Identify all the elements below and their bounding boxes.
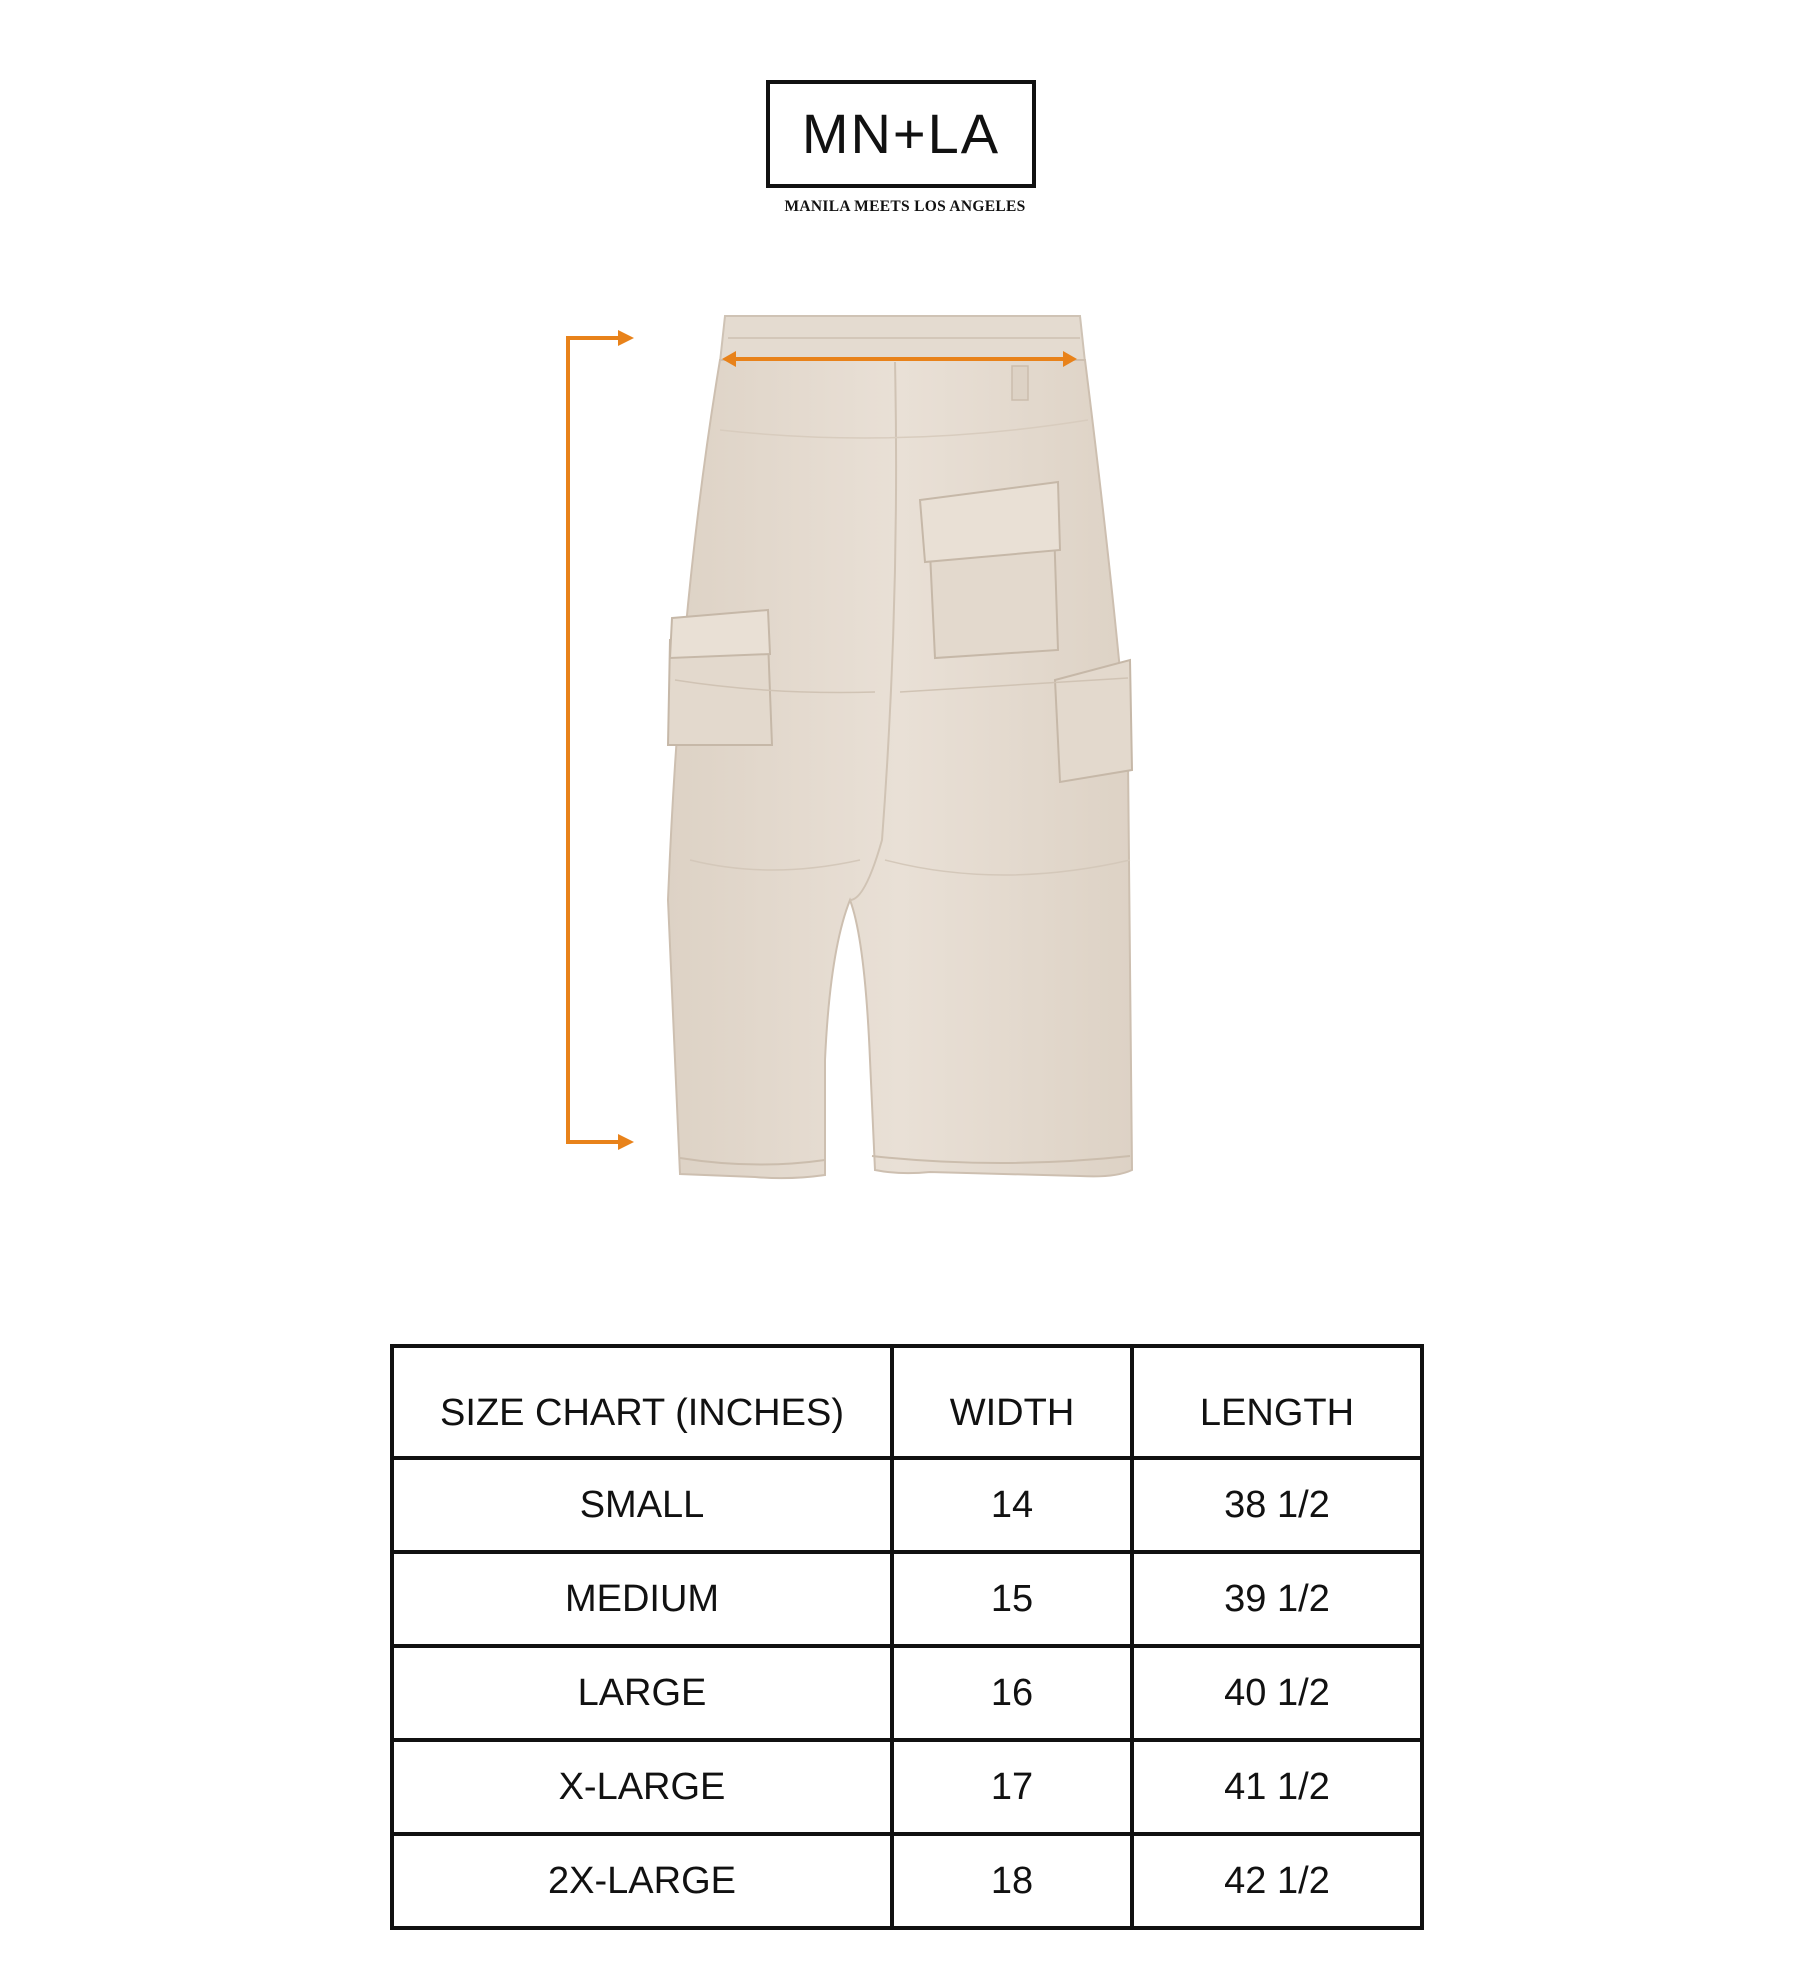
length-cell: 40 1/2 bbox=[1132, 1646, 1422, 1740]
size-cell: SMALL bbox=[392, 1458, 892, 1552]
length-cell: 42 1/2 bbox=[1132, 1834, 1422, 1928]
length-measure-line bbox=[568, 338, 620, 1142]
table-row bbox=[392, 1458, 1422, 1552]
brand-logo-text: MN+LA bbox=[801, 102, 1001, 165]
length-cell: 38 1/2 bbox=[1132, 1458, 1422, 1552]
brand-tagline: MANILA MEETS LOS ANGELES bbox=[784, 198, 1026, 215]
table-header-row bbox=[392, 1346, 1422, 1458]
header-size: SIZE CHART (INCHES) bbox=[392, 1346, 892, 1458]
width-cell: 18 bbox=[892, 1834, 1132, 1928]
width-cell: 17 bbox=[892, 1740, 1132, 1834]
table-row bbox=[392, 1834, 1422, 1928]
length-cell: 39 1/2 bbox=[1132, 1552, 1422, 1646]
length-arrowhead-bottom bbox=[618, 1134, 634, 1150]
size-cell: MEDIUM bbox=[392, 1552, 892, 1646]
header-width: WIDTH bbox=[892, 1346, 1132, 1458]
cargo-pants-illustration bbox=[540, 300, 1160, 1200]
width-cell: 16 bbox=[892, 1646, 1132, 1740]
table-row bbox=[392, 1552, 1422, 1646]
left-cargo-flap bbox=[670, 610, 770, 658]
length-cell: 41 1/2 bbox=[1132, 1740, 1422, 1834]
width-cell: 14 bbox=[892, 1458, 1132, 1552]
table-row bbox=[392, 1740, 1422, 1834]
size-cell: 2X-LARGE bbox=[392, 1834, 892, 1928]
size-chart-table bbox=[390, 1344, 1424, 1930]
size-cell: LARGE bbox=[392, 1646, 892, 1740]
header-length: LENGTH bbox=[1132, 1346, 1422, 1458]
width-cell: 15 bbox=[892, 1552, 1132, 1646]
brand-logo bbox=[766, 80, 1036, 188]
table-row bbox=[392, 1646, 1422, 1740]
length-arrowhead-top bbox=[618, 330, 634, 346]
size-cell: X-LARGE bbox=[392, 1740, 892, 1834]
